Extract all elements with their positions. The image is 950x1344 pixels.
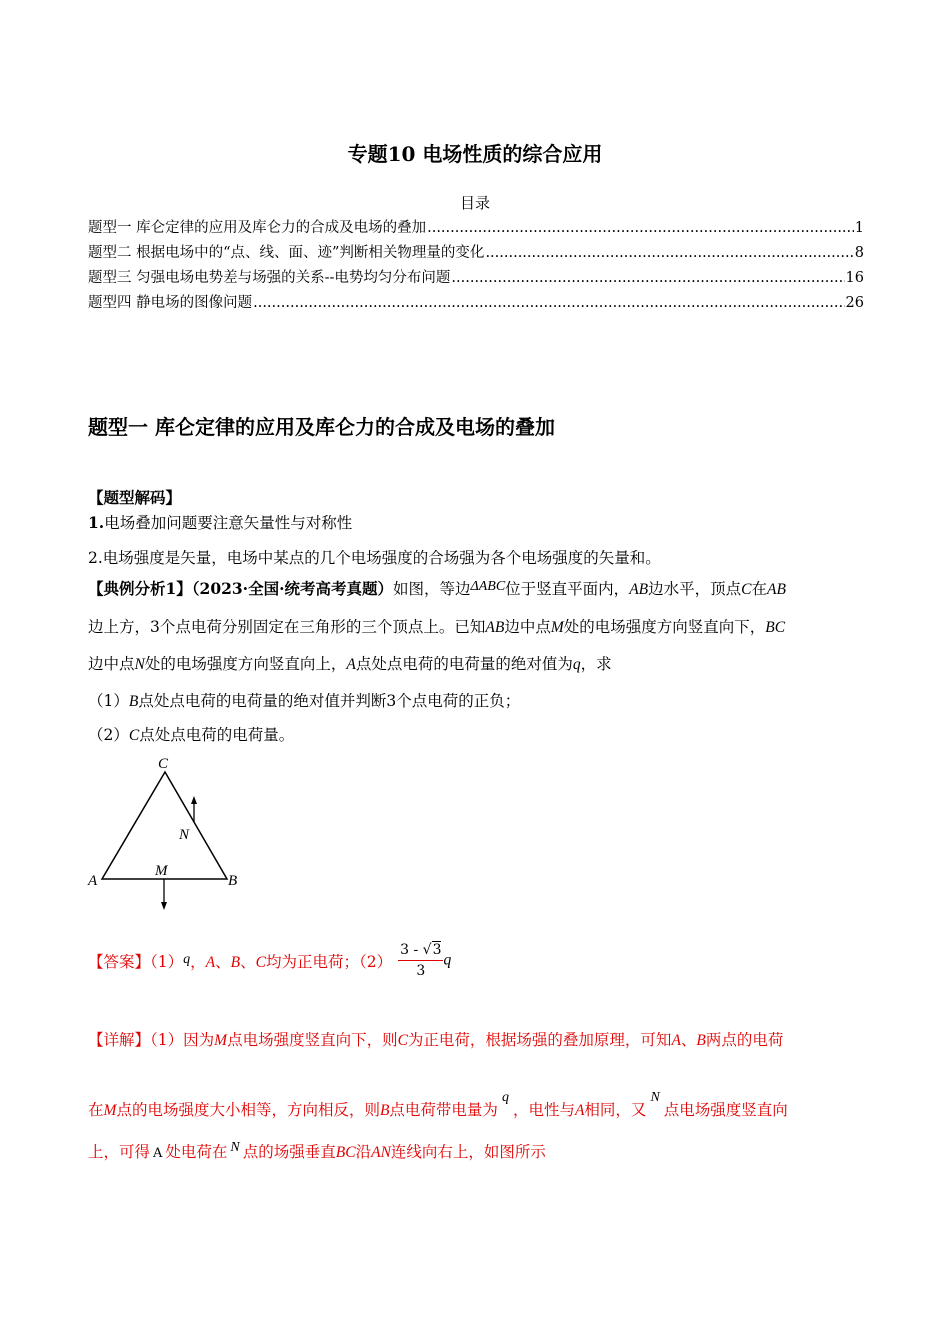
toc-item-label: 题型一 库仑定律的应用及库仑力的合成及电场的叠加	[88, 220, 427, 236]
answer-text	[88, 950, 392, 972]
var-ab: AB	[629, 581, 649, 598]
arrow-m-head	[161, 902, 167, 910]
text: 边中点	[88, 655, 135, 673]
var-a-small: A	[153, 1146, 163, 1161]
fraction-denominator: 3	[416, 963, 426, 979]
text: 均为正电荷；（2）	[265, 952, 393, 971]
toc-leader	[485, 245, 853, 261]
text: 点处点电荷的电荷量。	[139, 726, 295, 744]
var-a: A	[574, 1102, 585, 1119]
text: 3 -	[400, 942, 423, 958]
var-q: q	[572, 656, 581, 673]
text: 点处点电荷的电荷量的绝对值为	[355, 655, 573, 673]
text: （1）	[88, 692, 129, 710]
text: 点电荷带电量为	[389, 1101, 498, 1119]
text: 沿	[355, 1143, 372, 1161]
text: 点处点电荷的电荷量的绝对值并判断3个点电荷的正负；	[138, 692, 521, 710]
text: 边中点	[504, 618, 551, 636]
decode-heading: 【题型解码】	[88, 488, 182, 507]
text: 处的电场强度方向竖直向上，	[144, 655, 347, 673]
text: 位于竖直平面内，	[505, 580, 630, 598]
toc-leader	[253, 295, 844, 311]
arrow-n-head	[191, 796, 197, 804]
text: （1）因为	[150, 1031, 215, 1049]
sqrt-value: 3	[432, 942, 442, 958]
var-m: M	[214, 1032, 228, 1049]
toc-item-label: 题型三 匀强电场电势差与场强的关系--电势均匀分布问题	[88, 270, 451, 286]
var-c: C	[741, 581, 752, 598]
text: 在	[88, 1101, 104, 1119]
var-m: M	[550, 619, 564, 636]
answer-label: 【答案】	[88, 952, 151, 971]
text: （2）	[88, 726, 129, 744]
var-n: N	[650, 1090, 660, 1105]
text: 点电场强度竖直向	[663, 1101, 788, 1119]
var-a: A	[205, 953, 216, 971]
text: 、	[240, 952, 256, 971]
question-1	[88, 689, 520, 711]
text: 处电荷在	[165, 1143, 228, 1161]
text: 点电场强度竖直向下，则	[227, 1031, 398, 1049]
detail-line-2	[88, 1090, 788, 1120]
text: 如图，等边	[392, 580, 471, 598]
var-c: C	[255, 953, 266, 971]
triangle-figure	[82, 752, 252, 914]
var-a: A	[346, 656, 356, 673]
toc-item-page: 8	[854, 245, 864, 261]
toc-item-label: 题型四 静电场的图像问题	[88, 295, 253, 311]
text: 在	[751, 580, 767, 598]
var-b: B	[696, 1032, 706, 1049]
toc-leader	[427, 220, 854, 236]
toc-item-page: 16	[845, 270, 864, 286]
text: 点的电场强度大小相等，方向相反，则	[116, 1101, 380, 1119]
toc-item[interactable]	[88, 291, 864, 312]
detail-label: 【详解】	[88, 1031, 151, 1049]
text: 上，可得	[88, 1143, 151, 1161]
var-c: C	[397, 1032, 408, 1049]
example-line-3	[88, 652, 612, 674]
toc-item-page: 26	[845, 295, 864, 311]
toc-heading: 目录	[459, 194, 490, 212]
example-label: 【典例分析1】	[88, 579, 192, 598]
var-b: B	[128, 693, 139, 710]
var-ab: AB	[485, 619, 505, 636]
toc-item-label: 题型二 根据电场中的“点、线、面、迹”判断相关物理量的变化	[88, 245, 485, 261]
label-b: B	[228, 873, 238, 889]
fraction-numerator: 3 - √3	[398, 942, 443, 961]
label-n: N	[179, 827, 190, 843]
var-an: AN	[371, 1144, 391, 1161]
var-b: B	[379, 1102, 390, 1119]
toc-item[interactable]	[88, 216, 864, 237]
point-1-number: 1.	[88, 513, 105, 532]
var-ab: AB	[767, 581, 786, 598]
var-q: q	[183, 951, 191, 967]
example-source: （2023·全国·统考高考真题）	[191, 579, 393, 598]
text: 、	[680, 1031, 697, 1049]
point-1	[88, 511, 352, 533]
var-n: N	[230, 1140, 240, 1155]
var-bc: BC	[335, 1144, 356, 1161]
text: 边水平，顶点	[648, 580, 742, 598]
answer-fraction	[398, 942, 443, 979]
var-b: B	[230, 953, 241, 971]
text: ，	[190, 952, 206, 971]
label-c: C	[158, 756, 169, 772]
answer-line	[88, 942, 451, 979]
toc-item-page: 1	[854, 220, 864, 236]
text: 为正电荷，根据场强的叠加原理，可知	[407, 1031, 672, 1049]
text: ，电性与	[512, 1101, 575, 1119]
text: 相同，又	[584, 1101, 647, 1119]
point-2: 2.电场强度是矢量，电场中某点的几个电场强度的合场强为各个电场强度的矢量和。	[88, 549, 661, 567]
toc-item[interactable]	[88, 241, 864, 262]
var-m: M	[103, 1102, 117, 1119]
text: 点的场强垂直	[242, 1143, 336, 1161]
text: 边上方，3个点电荷分别固定在三角形的三个顶点上。已知	[88, 618, 486, 636]
page-title: 专题10 电场性质的综合应用	[347, 142, 603, 166]
var-q: q	[501, 1090, 509, 1105]
toc-leader	[451, 270, 844, 286]
text: 、	[215, 952, 231, 971]
text: 处的电场强度方向竖直向下，	[563, 618, 766, 636]
var-n: N	[134, 656, 145, 673]
section-title: 题型一 库仑定律的应用及库仑力的合成及电场的叠加	[88, 415, 555, 439]
example-line-2	[88, 615, 785, 637]
text: （1）	[150, 952, 184, 971]
detail-line-3	[88, 1140, 546, 1162]
triangle-symbol: ΔABC	[470, 579, 506, 594]
toc-item[interactable]	[88, 266, 864, 287]
var-c: C	[128, 727, 140, 744]
var-q: q	[443, 951, 452, 969]
text: 连线向右上，如图所示	[390, 1143, 546, 1161]
question-2	[88, 723, 294, 745]
var-a: A	[671, 1032, 681, 1049]
example-line-1	[88, 577, 786, 599]
label-m: M	[155, 863, 168, 879]
detail-line-1	[88, 1028, 783, 1050]
point-1-text: 电场叠加问题要注意矢量性与对称性	[104, 514, 353, 532]
text: ，求	[580, 655, 612, 673]
label-a: A	[88, 873, 98, 889]
var-bc: BC	[765, 619, 786, 636]
text: 两点的电荷	[705, 1031, 784, 1049]
